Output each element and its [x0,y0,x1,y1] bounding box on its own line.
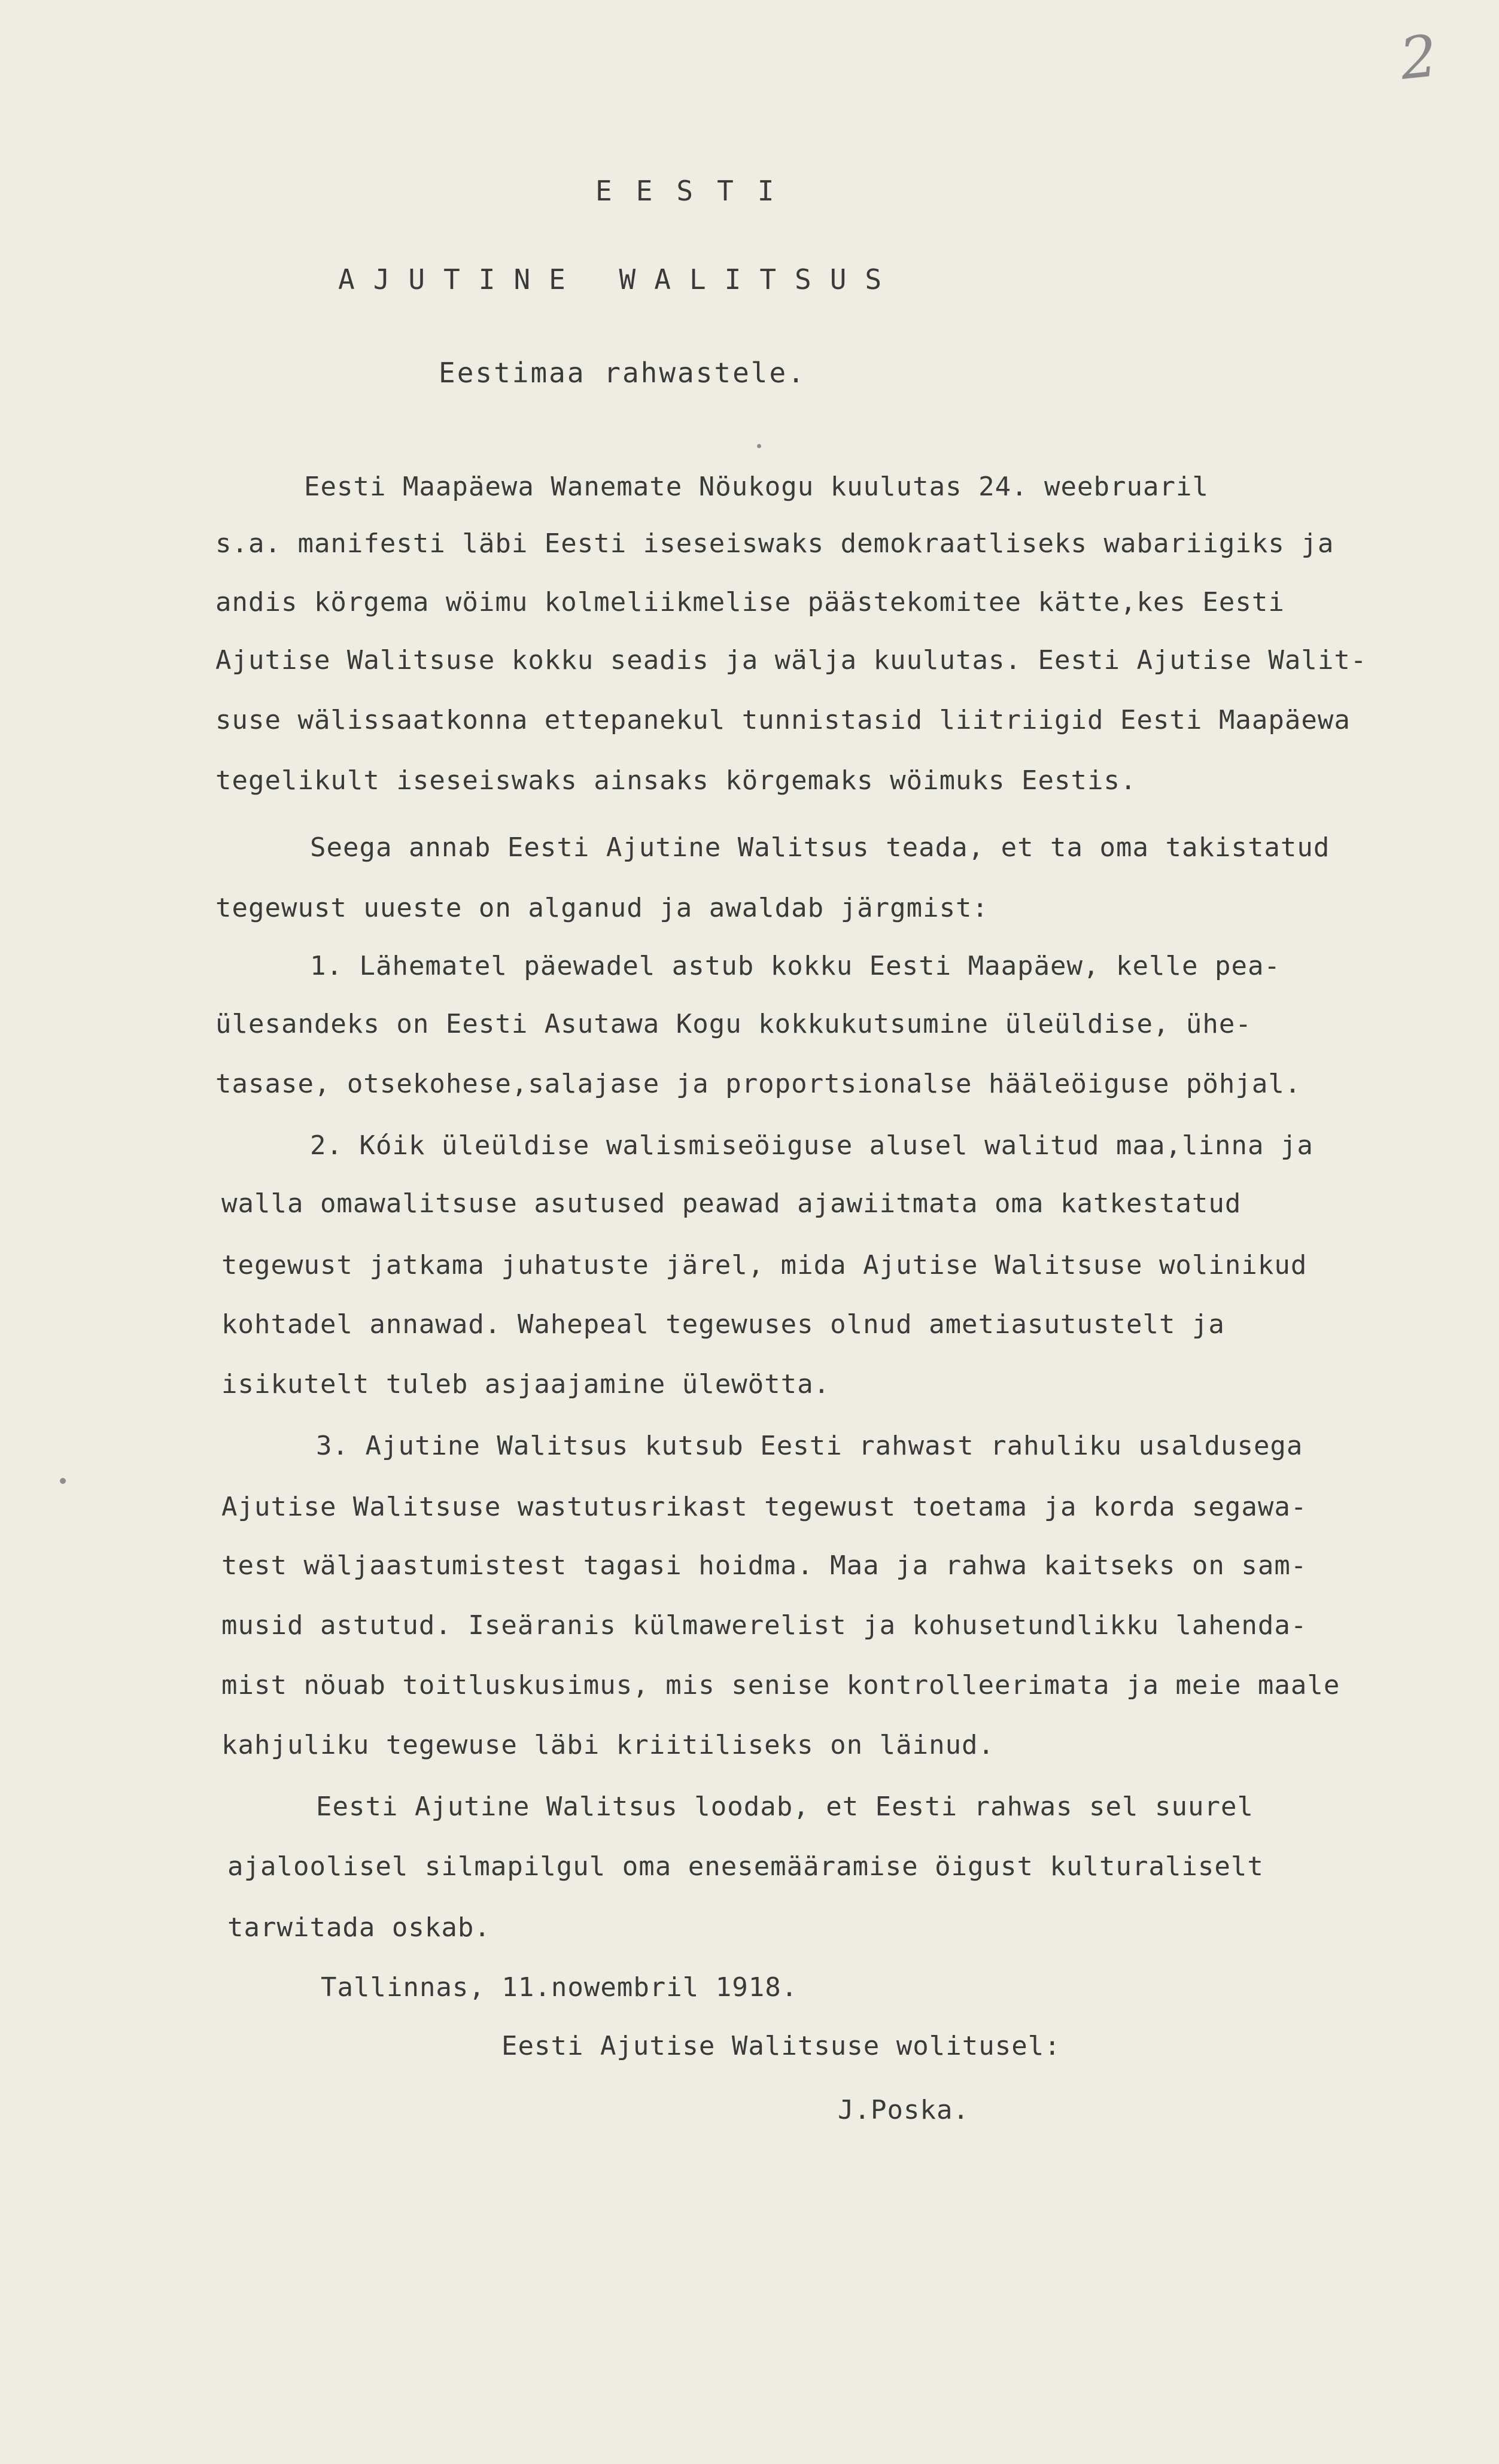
body-line: s.a. manifesti läbi Eesti iseseiswaks demokraatliseks wabariigiks ja [215,528,1334,559]
body-line: 2. Kóik üleüldise walismiseöiguse alusel walitud maa,linna ja [310,1130,1313,1161]
body-line: kohtadel annawad. Wahepeal tegewuses olnud ametiasutustelt ja [221,1309,1225,1340]
body-line: Ajutise Walitsuse kokku seadis ja wälja kuulutas. Eesti Ajutise Walit- [215,645,1367,676]
body-line: tasase, otsekohese,salajase ja proportsionalse hääleöiguse pöhjal. [215,1069,1302,1099]
body-line: mist nöuab toitluskusimus, mis senise kontrolleerimata ja meie maale [221,1670,1340,1701]
body-line: Eesti Ajutine Walitsus loodab, et Eesti rahwas sel suurel [316,1791,1254,1822]
body-line: andis körgema wöimu kolmeliikmelise päästekomitee kätte,kes Eesti [215,587,1285,617]
paper-speck [757,444,761,448]
place-date: Tallinnas, 11.nowembril 1918. [321,1972,798,2003]
body-line: isikutelt tuleb asjaajamine ülewötta. [221,1369,831,1400]
body-line: 3. Ajutine Walitsus kutsub Eesti rahwast rahuliku usaldusega [316,1431,1303,1461]
signature-line: Eesti Ajutise Walitsuse wolitusel: [501,2031,1061,2061]
document-title: EESTI [595,175,798,207]
document-address: Eestimaa rahwastele. [439,357,806,389]
body-line: 1. Lähematel päewadel astub kokku Eesti Maapäew, kelle pea- [310,951,1281,981]
document-subtitle: AJUTINE WALITSUS [338,263,901,296]
body-line: ajaloolisel silmapilgul oma enesemääramise öigust kulturaliselt [227,1851,1264,1882]
body-line: tegewust jatkama juhatuste järel, mida Ajutise Walitsuse wolinikud [221,1250,1308,1280]
body-line: tarwitada oskab. [227,1912,491,1943]
body-line: suse wälissaatkonna ettepanekul tunnistasid liitriigid Eesti Maapäewa [215,705,1351,735]
body-line: kahjuliku tegewuse läbi kriitiliseks on läinud. [221,1730,995,1760]
body-line: musid astutud. Iseäranis külmawerelist ja kohusetundlikku lahenda- [221,1610,1308,1641]
body-line: tegewust uueste on alganud ja awaldab järgmist: [215,893,989,923]
body-line: Eesti Maapäewa Wanemate Nöukogu kuulutas 24. weebruaril [304,471,1209,502]
paper-speck [60,1478,66,1484]
body-line: walla omawalitsuse asutused peawad ajawiitmata oma katkestatud [221,1188,1242,1219]
signatory-name: J.Poska. [838,2095,969,2125]
body-line: ülesandeks on Eesti Asutawa Kogu kokkukutsumine üleüldise, ühe- [215,1009,1252,1039]
body-line: Seega annab Eesti Ajutine Walitsus teada, et ta oma takistatud [310,832,1330,863]
page-number: 2 [1397,22,1440,93]
body-line: tegelikult iseseiswaks ainsaks körgemaks wöimuks Eestis. [215,765,1137,796]
body-line: test wäljaastumistest tagasi hoidma. Maa ja rahwa kaitseks on sam- [221,1550,1308,1581]
body-line: Ajutise Walitsuse wastutusrikast tegewust toetama ja korda segawa- [221,1492,1308,1522]
